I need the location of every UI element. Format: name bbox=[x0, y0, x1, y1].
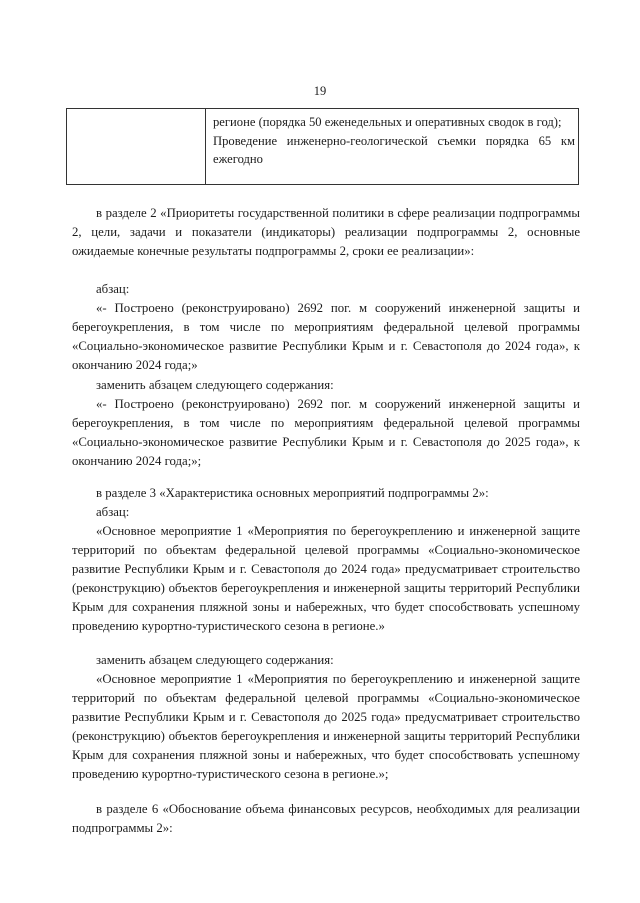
table-cell-line: Проведение инженерно-геологической съемки порядка 65 км ежегодно bbox=[213, 133, 575, 166]
section-3-label: абзац: bbox=[96, 505, 130, 519]
section-6-intro: в разделе 6 «Обоснование объема финансовых ресурсов, необходимых для реализации подпрограммы 2»: bbox=[72, 802, 580, 836]
section-3-replace-label: заменить абзацем следующего содержания: bbox=[96, 653, 334, 667]
section-3-new-text: «Основное мероприятие 1 «Мероприятия по берегоукреплению и инженерной защите территорий по объектам федеральной целевой программы «Социально-экономическое развитие Республики Крым и г. Севастополя до 2025 года» предусматривает строительство (реконструкцию) объектов берегоукрепления и инженерной защиты территорий Республики Крым для сохранения пляжной зоны и набережных, что будет способствовать успешному проведению курортно-туристического сезона в регионе.»; bbox=[72, 672, 580, 782]
section-2-old-text: «- Построено (реконструировано) 2692 пог. м сооружений инженерной защиты и берегоукрепления, в том числе по мероприятиям федеральной целевой программы «Социально-экономическое развитие Республики Крым и г. Севастополя до 2024 года», к окончанию 2024 года;» bbox=[72, 301, 580, 373]
section-2-replace-label: заменить абзацем следующего содержания: bbox=[96, 378, 334, 392]
section-3-old-text: «Основное мероприятие 1 «Мероприятия по берегоукреплению и инженерной защите территорий по объектам федеральной целевой программы «Социально-экономическое развитие Республики Крым и г. Севастополя до 2024 года» предусматривает строительство (реконструкцию) объектов берегоукрепления и инженерной защиты территорий Республики Крым для сохранения пляжной зоны и набережных, что будет способствовать успешному проведению курортно-туристического сезона в регионе.» bbox=[72, 524, 580, 634]
table-cell bbox=[213, 113, 575, 169]
table-cell-line: регионе (порядка 50 еженедельных и оперативных сводок в год); bbox=[213, 115, 562, 129]
section-2-new-text: «- Построено (реконструировано) 2692 пог. м сооружений инженерной защиты и берегоукрепления, в том числе по мероприятиям федеральной целевой программы «Социально-экономическое развитие Республики Крым и г. Севастополя до 2025 года», к окончанию 2024 года;»; bbox=[72, 397, 580, 469]
table-column-divider bbox=[205, 109, 206, 184]
section-2-intro: в разделе 2 «Приоритеты государственной политики в сфере реализации подпрограммы 2, цели, задачи и показатели (индикаторы) реализации подпрограммы 2, основные ожидаемые конечные результаты подпрограммы 2, сроки ее реализации»: bbox=[72, 206, 580, 259]
page-number: 19 bbox=[313, 84, 327, 98]
section-3-intro: в разделе 3 «Характеристика основных мероприятий подпрограммы 2»: bbox=[96, 486, 489, 500]
section-2-label: абзац: bbox=[96, 282, 130, 296]
table-fragment bbox=[66, 108, 579, 185]
